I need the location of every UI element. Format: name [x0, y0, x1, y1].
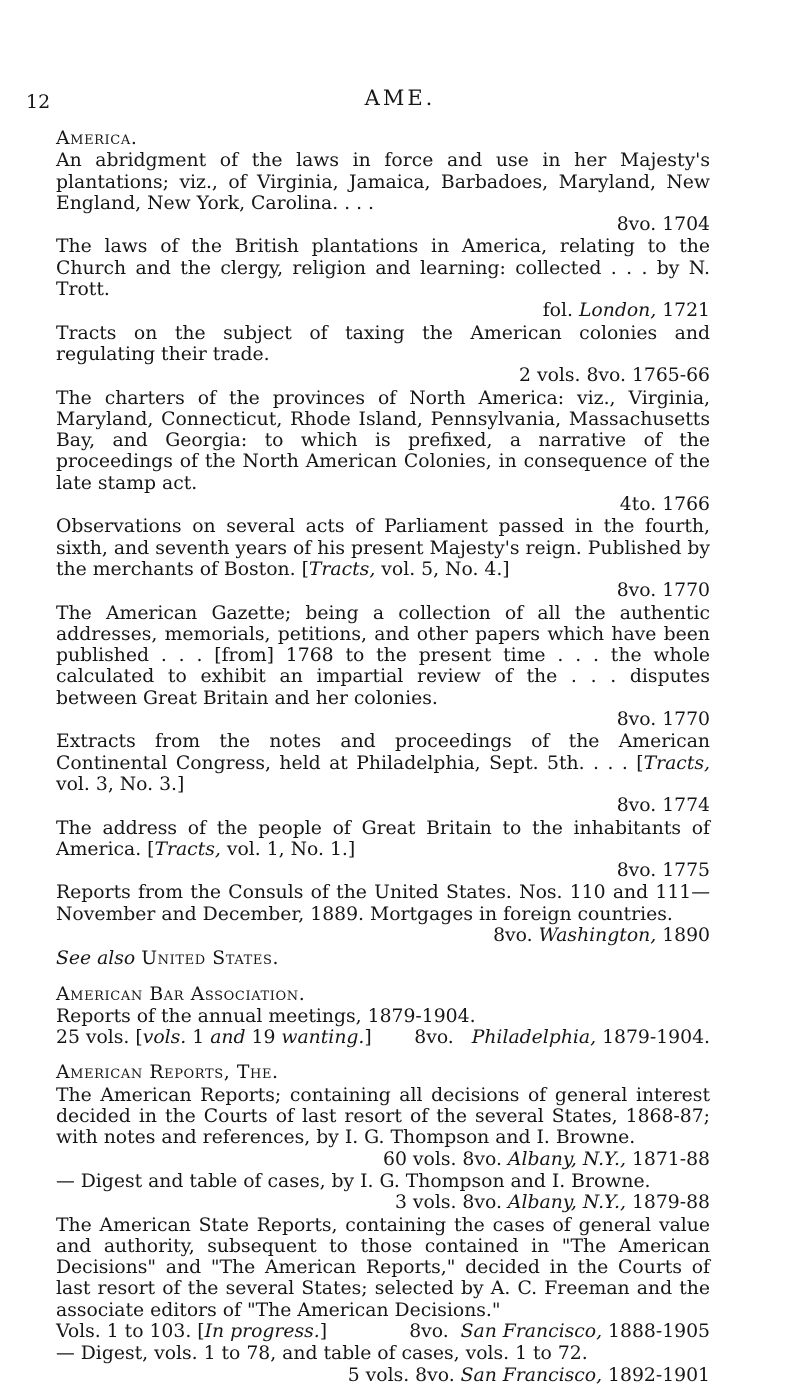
catalog-entry: [56, 150, 710, 235]
series-detail: vol. 1, No. 1.]: [226, 838, 356, 860]
place: Philadelphia,: [471, 1027, 597, 1049]
year: 1871-88: [631, 1148, 710, 1170]
catalog-entry: [56, 323, 710, 387]
catalog-entry: [56, 236, 710, 321]
format: 8vo.: [414, 1027, 454, 1049]
section-heading: America.: [56, 128, 138, 149]
year: 1721: [662, 300, 710, 322]
entry-title: The American State Reports, containing the cases of general value and authority, subsequent to those contained in "The American Decisions" and "The American Reports," decided in the Courts of last resort of the several States; selected by A. C. Freeman and the associate editors of "The American Decisions.": [56, 1214, 710, 1321]
place: London,: [578, 300, 657, 322]
entry-title: The American Gazette; being a collection of all the authentic addresses, memorials, petitions, and other papers which have been published . . . [from] 1768 to the present time . . . the whole calculated to exhibit an impartial review of the . . . disputes between Great Britain and her colonies.: [56, 602, 710, 709]
year: 1879-88: [631, 1192, 710, 1214]
series-detail: vol. 3, No. 3.]: [56, 773, 185, 795]
see-also-target: United States.: [141, 948, 280, 970]
format: fol.: [542, 300, 573, 322]
entry-imprint: [56, 300, 710, 321]
series-note: Tracts,: [643, 752, 710, 774]
entry-imprint: 8vo. 1770: [616, 709, 710, 731]
year: 1888-1905: [608, 1321, 710, 1343]
entry-imprint: 2 vols. 8vo. 1765-66: [519, 365, 710, 387]
entry-title: The laws of the British plantations in America, relating to the Church and the clergy, religion and learning: collected . . . by N. Trott.: [56, 236, 710, 301]
entry-imprint: [414, 1027, 710, 1048]
section-america: [56, 128, 710, 970]
catalog-entry: [56, 882, 710, 946]
volume-note: [56, 1027, 372, 1048]
entry-imprint-line: [56, 1027, 710, 1048]
entry-imprint: [56, 1149, 710, 1170]
bracket-close: ]: [364, 1027, 372, 1049]
entry-imprint: [56, 925, 710, 946]
series-note: Tracts,: [308, 558, 376, 580]
catalog-content: [56, 114, 710, 1386]
bracket: [: [197, 1321, 205, 1343]
bracket-close: ]: [319, 1321, 328, 1343]
volume-note: [56, 1321, 327, 1342]
entry-title: [56, 818, 710, 861]
year: 1890: [662, 924, 710, 946]
page-number: 12: [26, 91, 51, 113]
entry-imprint: 8vo. 1770: [616, 580, 710, 602]
section-heading: American Bar Association.: [56, 983, 306, 1005]
place: Albany, N.Y.,: [507, 1192, 626, 1214]
note-end: wanting.: [281, 1027, 365, 1049]
entry-title: Reports of the annual meetings, 1879-1904.: [56, 1005, 476, 1027]
entry-imprint-line: [56, 1321, 710, 1342]
entry-imprint: 8vo. 1775: [616, 860, 710, 882]
running-head: AME.: [364, 86, 436, 110]
volume-count: Vols. 1 to 103.: [56, 1321, 192, 1343]
entry-title: — Digest and table of cases, by I. G. Thompson and I. Browne.: [56, 1170, 651, 1192]
note-number: 1: [192, 1027, 205, 1049]
entry-title: — Digest, vols. 1 to 78, and table of cases, vols. 1 to 72.: [56, 1343, 588, 1365]
entry-title: The charters of the provinces of North America: viz., Virginia, Maryland, Connecticut, Rhode Island, Pennsylvania, Massachusetts Bay, and Georgia: to which is prefixed, a narrative of the proceedings of the North American Colonies, in consequence of the late stamp act.: [56, 387, 710, 494]
see-also-reference: [56, 948, 710, 969]
bracket: [: [147, 838, 155, 860]
catalog-entry: [56, 1085, 710, 1170]
series-detail: vol. 5, No. 4.]: [381, 558, 510, 580]
catalog-entry: [56, 1215, 710, 1343]
bracket: [: [135, 1027, 143, 1049]
format: 60 vols. 8vo.: [383, 1148, 502, 1170]
bracket: [: [636, 752, 644, 774]
entry-title: The American Reports; containing all decisions of general interest decided in the Courts of last resort of the several States, 1868-87; with notes and references, by I. G. Thompson and I. Browne.: [56, 1084, 710, 1149]
bracket: [: [301, 558, 309, 580]
format: 3 vols. 8vo.: [394, 1192, 502, 1214]
catalog-entry: [56, 516, 710, 601]
format: 8vo.: [493, 924, 533, 946]
entry-imprint: 8vo. 1704: [616, 214, 710, 236]
entry-imprint: [409, 1321, 710, 1342]
place: San Francisco,: [460, 1364, 603, 1386]
entry-title: [56, 516, 710, 580]
catalog-entry: [56, 818, 710, 882]
year: 1892-1901: [608, 1364, 710, 1386]
place: San Francisco,: [460, 1321, 603, 1343]
section-american-reports: [56, 1062, 710, 1385]
catalog-entry: [56, 1171, 710, 1214]
section-heading: American Reports, The.: [56, 1062, 279, 1084]
catalog-entry: [56, 1006, 710, 1049]
series-note: Tracts,: [154, 838, 221, 860]
note-number-2: 19: [251, 1027, 276, 1049]
year: 1879-1904.: [602, 1027, 710, 1049]
entry-title: Tracts on the subject of taxing the American colonies and regulating their trade.: [56, 322, 710, 365]
entry-title: Reports from the Consuls of the United States. Nos. 110 and 111—November and December, 1889. Mortgages in foreign countries.: [56, 882, 710, 925]
see-also-label: See also: [56, 948, 136, 970]
entry-imprint: [56, 1192, 710, 1213]
catalog-entry: [56, 731, 710, 816]
title-text: The address of the people of Great Britain to the inhabitants of America.: [56, 817, 710, 860]
catalog-entry: [56, 1343, 710, 1386]
title-text: Observations on several acts of Parliament passed in the fourth, sixth, and seventh years of his present Majesty's reign. Published by the merchants of Boston.: [56, 516, 710, 580]
catalog-entry: [56, 388, 710, 516]
series-note: In progress.: [204, 1321, 320, 1343]
format: 8vo.: [409, 1321, 449, 1343]
note-and: and: [210, 1027, 246, 1049]
entry-imprint: 8vo. 1774: [616, 795, 710, 817]
entry-imprint: [56, 1365, 710, 1386]
entry-title: [56, 731, 710, 795]
catalog-entry: [56, 603, 710, 731]
series-note: vols.: [142, 1027, 187, 1049]
entry-imprint: 4to. 1766: [619, 494, 710, 516]
entry-title: An abridgment of the laws in force and use in her Majesty's plantations; viz., of Virginia, Jamaica, Barbadoes, Maryland, New England, New York, Carolina. . . .: [56, 150, 710, 214]
section-american-bar-association: [56, 984, 710, 1049]
format: 5 vols. 8vo.: [347, 1364, 455, 1386]
title-text: Extracts from the notes and proceedings of the American Continental Congress, held at Philadelphia, Sept. 5th. . . .: [56, 731, 710, 774]
place: Albany, N.Y.,: [507, 1148, 626, 1170]
volume-count: 25 vols.: [56, 1027, 130, 1049]
place: Washington,: [538, 924, 657, 946]
